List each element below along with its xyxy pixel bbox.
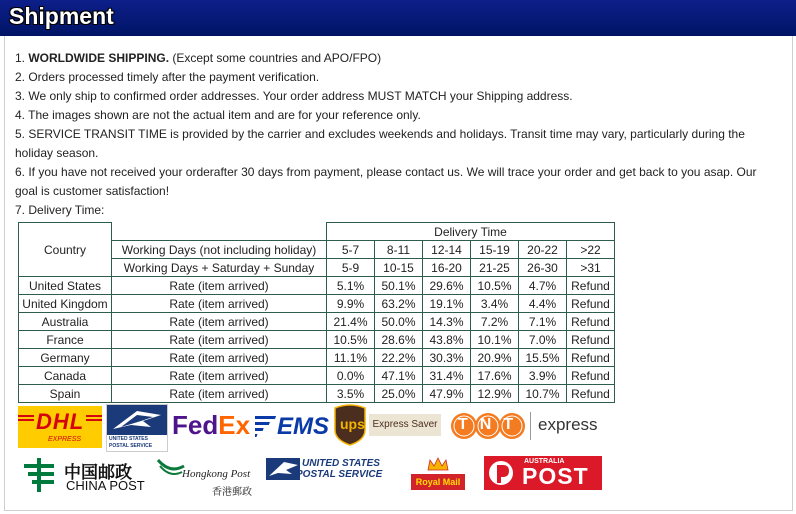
- dhl-logo: [18, 406, 102, 448]
- hongkong-post-en: Hongkong Post: [182, 468, 251, 480]
- table-cell: >22: [567, 241, 615, 259]
- country-name: France: [19, 331, 112, 349]
- table-cell: 16-20: [423, 259, 471, 277]
- rate-label: Rate (item arrived): [112, 277, 327, 295]
- table-cell: Refund: [567, 313, 615, 331]
- table-cell: 25.0%: [375, 385, 423, 403]
- table-cell: 5.1%: [327, 277, 375, 295]
- table-cell: 3.4%: [471, 295, 519, 313]
- tnt-logo: [450, 408, 610, 444]
- note-2: 2. Orders processed timely after the payment verification.: [15, 70, 320, 84]
- table-row: [19, 367, 615, 385]
- crown-icon: [408, 454, 468, 474]
- table-cell: Refund: [567, 331, 615, 349]
- royal-mail-logo: [408, 454, 468, 492]
- hongkong-post-cn: 香港郵政: [212, 487, 252, 498]
- auspost-post: POST: [522, 463, 589, 489]
- ups-express-saver: Express Saver: [369, 414, 441, 436]
- country-header: Country: [19, 223, 112, 277]
- table-row: [19, 349, 615, 367]
- table-cell: 17.6%: [471, 367, 519, 385]
- table-cell: 19.1%: [423, 295, 471, 313]
- tnt-mark: TNT: [458, 416, 526, 433]
- rate-label: Rate (item arrived): [112, 295, 327, 313]
- rate-label: Rate (item arrived): [112, 385, 327, 403]
- usps-logo-small: [106, 404, 168, 452]
- table-cell: 15-19: [471, 241, 519, 259]
- table-cell: 47.1%: [375, 367, 423, 385]
- ups-logo: [333, 404, 443, 448]
- delivery-time-table: [18, 222, 615, 403]
- note-5: 5. SERVICE TRANSIT TIME is provided by the carrier and excludes weekends and holidays. Transit time may vary, particularly during the holiday season.: [15, 127, 745, 160]
- table-cell: 30.3%: [423, 349, 471, 367]
- note-7: 7. Delivery Time:: [15, 203, 105, 217]
- carrier-logos: [0, 400, 796, 510]
- note-3: 3. We only ship to confirmed order addresses. Your order address MUST MATCH your Shipping address.: [15, 89, 573, 103]
- table-row: [19, 313, 615, 331]
- table-cell: 10.7%: [519, 385, 567, 403]
- table-cell: 10.5%: [471, 277, 519, 295]
- usps-eagle-icon: [266, 458, 300, 480]
- table-cell: 50.1%: [375, 277, 423, 295]
- australia-post-logo: [484, 456, 602, 490]
- table-cell: 3.5%: [327, 385, 375, 403]
- table-cell: 21.4%: [327, 313, 375, 331]
- working-days-label: Working Days (not including holiday): [112, 241, 327, 259]
- country-name: United States: [19, 277, 112, 295]
- table-cell: 12-14: [423, 241, 471, 259]
- fedex-logo: [172, 410, 252, 444]
- shipping-notes: [15, 49, 780, 220]
- table-cell: 43.8%: [423, 331, 471, 349]
- table-cell: 15.5%: [519, 349, 567, 367]
- country-name: Australia: [19, 313, 112, 331]
- table-cell: 14.3%: [423, 313, 471, 331]
- table-cell: 0.0%: [327, 367, 375, 385]
- tnt-express: express: [538, 415, 598, 434]
- table-cell: Refund: [567, 277, 615, 295]
- dhl-wordmark: DHL: [36, 409, 85, 434]
- table-cell: 7.1%: [519, 313, 567, 331]
- note-4: 4. The images shown are not the actual item and are for your reference only.: [15, 108, 421, 122]
- ups-mark: ups: [340, 416, 365, 432]
- country-name: Canada: [19, 367, 112, 385]
- table-cell: 29.6%: [423, 277, 471, 295]
- rate-label: Rate (item arrived): [112, 313, 327, 331]
- usps-small-line1: UNITED STATES: [109, 436, 148, 442]
- weekend-days-label: Working Days + Saturday + Sunday: [112, 259, 327, 277]
- table-cell: >31: [567, 259, 615, 277]
- table-cell: 8-11: [375, 241, 423, 259]
- country-name: United Kingdom: [19, 295, 112, 313]
- table-cell: 50.0%: [375, 313, 423, 331]
- table-corner: [112, 223, 327, 241]
- usps-logo-large: [266, 458, 400, 488]
- table-cell: 7.2%: [471, 313, 519, 331]
- table-cell: Refund: [567, 295, 615, 313]
- note-6: 6. If you have not received your orderafter 30 days from payment, please contact us. We will trace your order and get back to you asap. Our goal is customer satisfaction!: [15, 165, 757, 198]
- usps-small-line2: POSTAL SERVICE: [109, 443, 153, 449]
- eagle-icon: [107, 405, 167, 435]
- table-cell: 4.4%: [519, 295, 567, 313]
- table-cell: 26-30: [519, 259, 567, 277]
- table-cell: 22.2%: [375, 349, 423, 367]
- fedex-ex: Ex: [218, 410, 251, 440]
- country-name: Germany: [19, 349, 112, 367]
- shipment-banner: [0, 0, 796, 36]
- auspost-australia: AUSTRALIA: [524, 458, 565, 465]
- rate-label: Rate (item arrived): [112, 367, 327, 385]
- table-cell: 7.0%: [519, 331, 567, 349]
- table-cell: 5-9: [327, 259, 375, 277]
- table-cell: 28.6%: [375, 331, 423, 349]
- table-cell: 31.4%: [423, 367, 471, 385]
- table-cell: 10.1%: [471, 331, 519, 349]
- table-cell: Refund: [567, 367, 615, 385]
- table-cell: Refund: [567, 385, 615, 403]
- table-cell: 5-7: [327, 241, 375, 259]
- table-cell: 9.9%: [327, 295, 375, 313]
- ems-wordmark: EMS: [277, 413, 330, 440]
- table-cell: 12.9%: [471, 385, 519, 403]
- china-post-logo: [20, 456, 150, 496]
- table-row: [19, 277, 615, 295]
- china-post-cn: 中国邮政: [64, 463, 132, 483]
- table-cell: 3.9%: [519, 367, 567, 385]
- table-cell: 4.7%: [519, 277, 567, 295]
- hongkong-post-logo: [156, 456, 256, 500]
- table-cell: 10-15: [375, 259, 423, 277]
- table-row: [19, 331, 615, 349]
- delivery-time-header: Delivery Time: [327, 223, 615, 241]
- fedex-fed: Fed: [172, 410, 219, 440]
- table-cell: 21-25: [471, 259, 519, 277]
- table-cell: Refund: [567, 349, 615, 367]
- china-post-en: CHINA POST: [66, 478, 145, 493]
- china-post-emblem-icon: [20, 456, 58, 494]
- table-row: [19, 295, 615, 313]
- ems-logo: [255, 408, 329, 444]
- royal-mail-wordmark: Royal Mail: [411, 474, 465, 490]
- rate-label: Rate (item arrived): [112, 331, 327, 349]
- dhl-express-label: EXPRESS: [48, 436, 82, 443]
- usps-large-line2: POSTAL SERVICE: [296, 469, 383, 480]
- table-cell: 20-22: [519, 241, 567, 259]
- note-1: 1. WORLDWIDE SHIPPING. (Except some countries and APO/FPO): [15, 51, 382, 65]
- table-cell: 20.9%: [471, 349, 519, 367]
- auspost-p-icon: [487, 459, 515, 487]
- usps-large-line1: UNITED STATES: [302, 458, 380, 469]
- country-name: Spain: [19, 385, 112, 403]
- banner-title: Shipment: [9, 3, 114, 29]
- rate-label: Rate (item arrived): [112, 349, 327, 367]
- table-cell: 63.2%: [375, 295, 423, 313]
- table-cell: 11.1%: [327, 349, 375, 367]
- table-cell: 47.9%: [423, 385, 471, 403]
- table-cell: 10.5%: [327, 331, 375, 349]
